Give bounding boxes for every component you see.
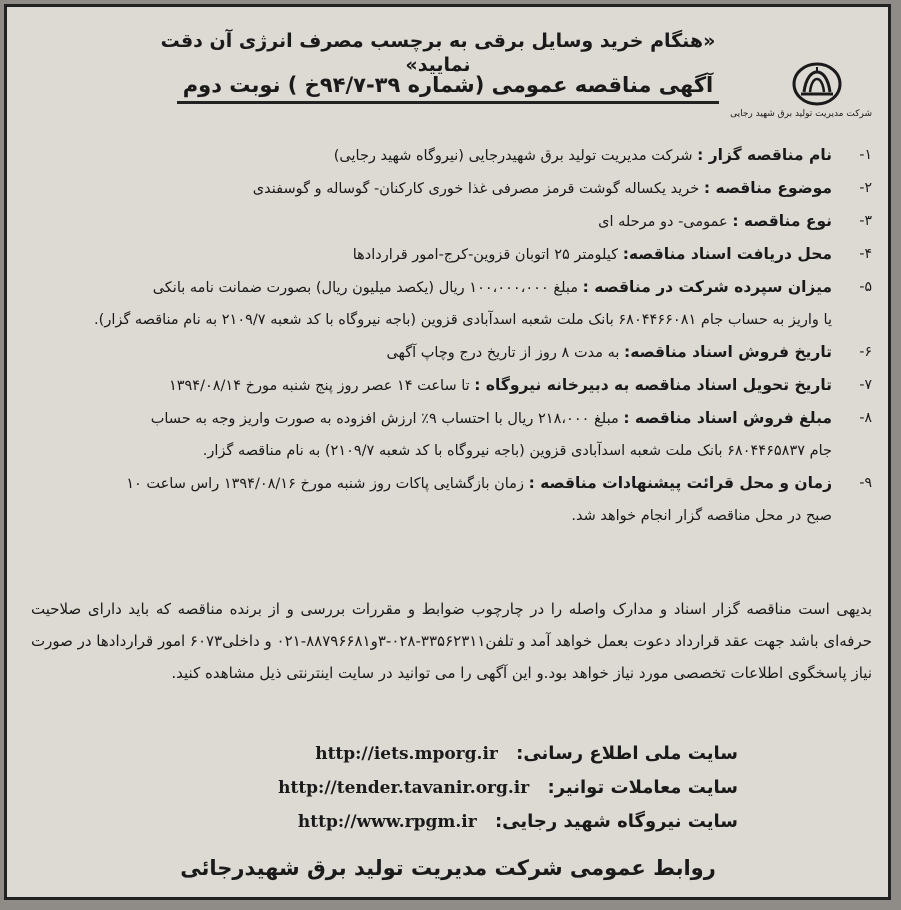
item-number: ۴- — [859, 246, 872, 262]
closing-paragraph: بدیهی است مناقصه گزار اسناد و مدارک واصله را در چارچوب ضوابط و مقررات بررسی و از برنده مناقصه که باید دارای صلاحیت حرفه‌ای باشد جهت عقد قرارداد دعوت بعمل خواهد آمد و تلفن۳۳۵۶۲۳۱۱-۰۲۸-۳و۸۸۷۹۶۶۸۱-۰۲۱ و داخلی۶۰۷۳ امور قراردادها در صورت نیاز پاسخگوی اطلاعات تخصصی مورد نیاز خواهد بود.و این آگهی را می توانید در سایت اینترنتی ذیل مشاهده کنید. — [31, 600, 872, 682]
website-row — [178, 771, 738, 805]
company-logo — [730, 61, 872, 131]
item-number: ۱- — [859, 147, 872, 163]
item-label: موضوع مناقصه : — [703, 179, 832, 197]
tender-item — [31, 205, 872, 238]
item-number: ۵- — [859, 279, 872, 295]
public-relations-signature: روابط عمومی شرکت مدیریت تولید برق شهیدرجائی — [180, 856, 716, 880]
website-row — [178, 805, 738, 839]
item-text: مبلغ ۱۰۰،۰۰۰،۰۰۰ ریال (یکصد میلیون ریال) بصورت ضمانت نامه بانکی — [152, 280, 583, 296]
item-text: خرید یکساله گوشت قرمز مصرفی غذا خوری کارکنان- گوساله و گوسفندی — [252, 181, 704, 197]
website-link[interactable]: http://tender.tavanir.org.ir — [278, 778, 530, 798]
item-label: محل دریافت اسناد مناقصه: — [622, 245, 832, 263]
tender-item — [31, 336, 872, 369]
item-text: زمان بازگشایی پاکات روز شنبه مورخ ۱۳۹۴/۰۸/۱۶ راس ساعت ۱۰ — [126, 476, 529, 492]
tender-item — [31, 172, 872, 205]
item-text: به مدت ۸ روز از تاریخ درج وچاپ آگهی — [386, 345, 625, 361]
item-text: کیلومتر ۲۵ اتوبان قزوین-کرج-امور قراردادها — [352, 247, 623, 263]
tender-item — [31, 369, 872, 402]
advertisement-content — [17, 15, 878, 889]
tender-items — [31, 139, 872, 532]
item-label: تاریخ فروش اسناد مناقصه: — [624, 343, 832, 361]
tender-item — [31, 139, 872, 172]
item-continuation: یا واریز به حساب جام ۶۸۰۴۴۶۶۰۸۱ بانک ملت شعبه اسدآبادی قزوین (باجه نیروگاه با کد شعبه ۲۱۰۹/۷ به نام مناقصه گزار). — [94, 312, 832, 328]
energy-slogan: «هنگام خرید وسایل برقی به برچسب مصرف انرژی آن دقت نمایید» — [160, 30, 716, 76]
tender-title: آگهی مناقصه عمومی (شماره ۳۹-۹۴/۷خ ) نوبت دوم — [177, 71, 720, 104]
website-link[interactable]: http://iets.mporg.ir — [315, 744, 498, 764]
item-label: زمان و محل قرائت پیشنهادات مناقصه : — [528, 474, 832, 492]
item-number: ۸- — [859, 410, 872, 426]
title-wrap — [168, 71, 728, 104]
item-number: ۲- — [859, 180, 872, 196]
website-list — [178, 737, 738, 839]
tender-item — [31, 271, 872, 336]
item-text: عمومی- دو مرحله ای — [598, 214, 733, 230]
website-label: سایت ملی اطلاع رسانی: — [516, 743, 738, 764]
advertisement-page — [4, 4, 891, 900]
item-text: تا ساعت ۱۴ عصر روز پنج شنبه مورخ ۱۳۹۴/۰۸/۱۴ — [168, 378, 475, 394]
item-number: ۳- — [859, 213, 872, 229]
website-row — [178, 737, 738, 771]
power-plant-logo-icon — [791, 61, 843, 107]
website-label: سایت نیروگاه شهید رجایی: — [494, 811, 738, 832]
item-number: ۹- — [859, 475, 872, 491]
website-label: سایت معاملات توانیر: — [547, 777, 738, 798]
item-label: نام مناقصه گزار : — [697, 146, 832, 164]
item-continuation: صبح در محل مناقصه گزار انجام خواهد شد. — [571, 508, 832, 524]
item-number: ۶- — [859, 344, 872, 360]
item-text: مبلغ ۲۱۸،۰۰۰ ریال با احتساب ۹٪ ارزش افزوده به صورت واریز وجه به حساب — [150, 411, 624, 427]
item-label: تاریخ تحویل اسناد مناقصه به دبیرخانه نیروگاه : — [474, 376, 832, 394]
item-label: نوع مناقصه : — [732, 212, 832, 230]
website-link[interactable]: http://www.rpgm.ir — [297, 812, 477, 832]
tender-item — [31, 402, 872, 467]
logo-caption: شرکت مدیریت تولید برق شهید رجایی — [730, 109, 872, 119]
tender-item — [31, 467, 872, 532]
item-continuation: جام ۶۸۰۴۴۶۵۸۳۷ بانک ملت شعبه اسدآبادی قزوین (باجه نیروگاه با کد شعبه ۲۱۰۹/۷) به نام مناقصه گزار. — [202, 443, 832, 459]
item-label: میزان سپرده شرکت در مناقصه : — [582, 278, 832, 296]
tender-item — [31, 238, 872, 271]
item-number: ۷- — [859, 377, 872, 393]
item-label: مبلغ فروش اسناد مناقصه : — [623, 409, 832, 427]
item-text: شرکت مدیریت تولید برق شهیدرجایی (نیروگاه شهید رجایی) — [333, 148, 698, 164]
